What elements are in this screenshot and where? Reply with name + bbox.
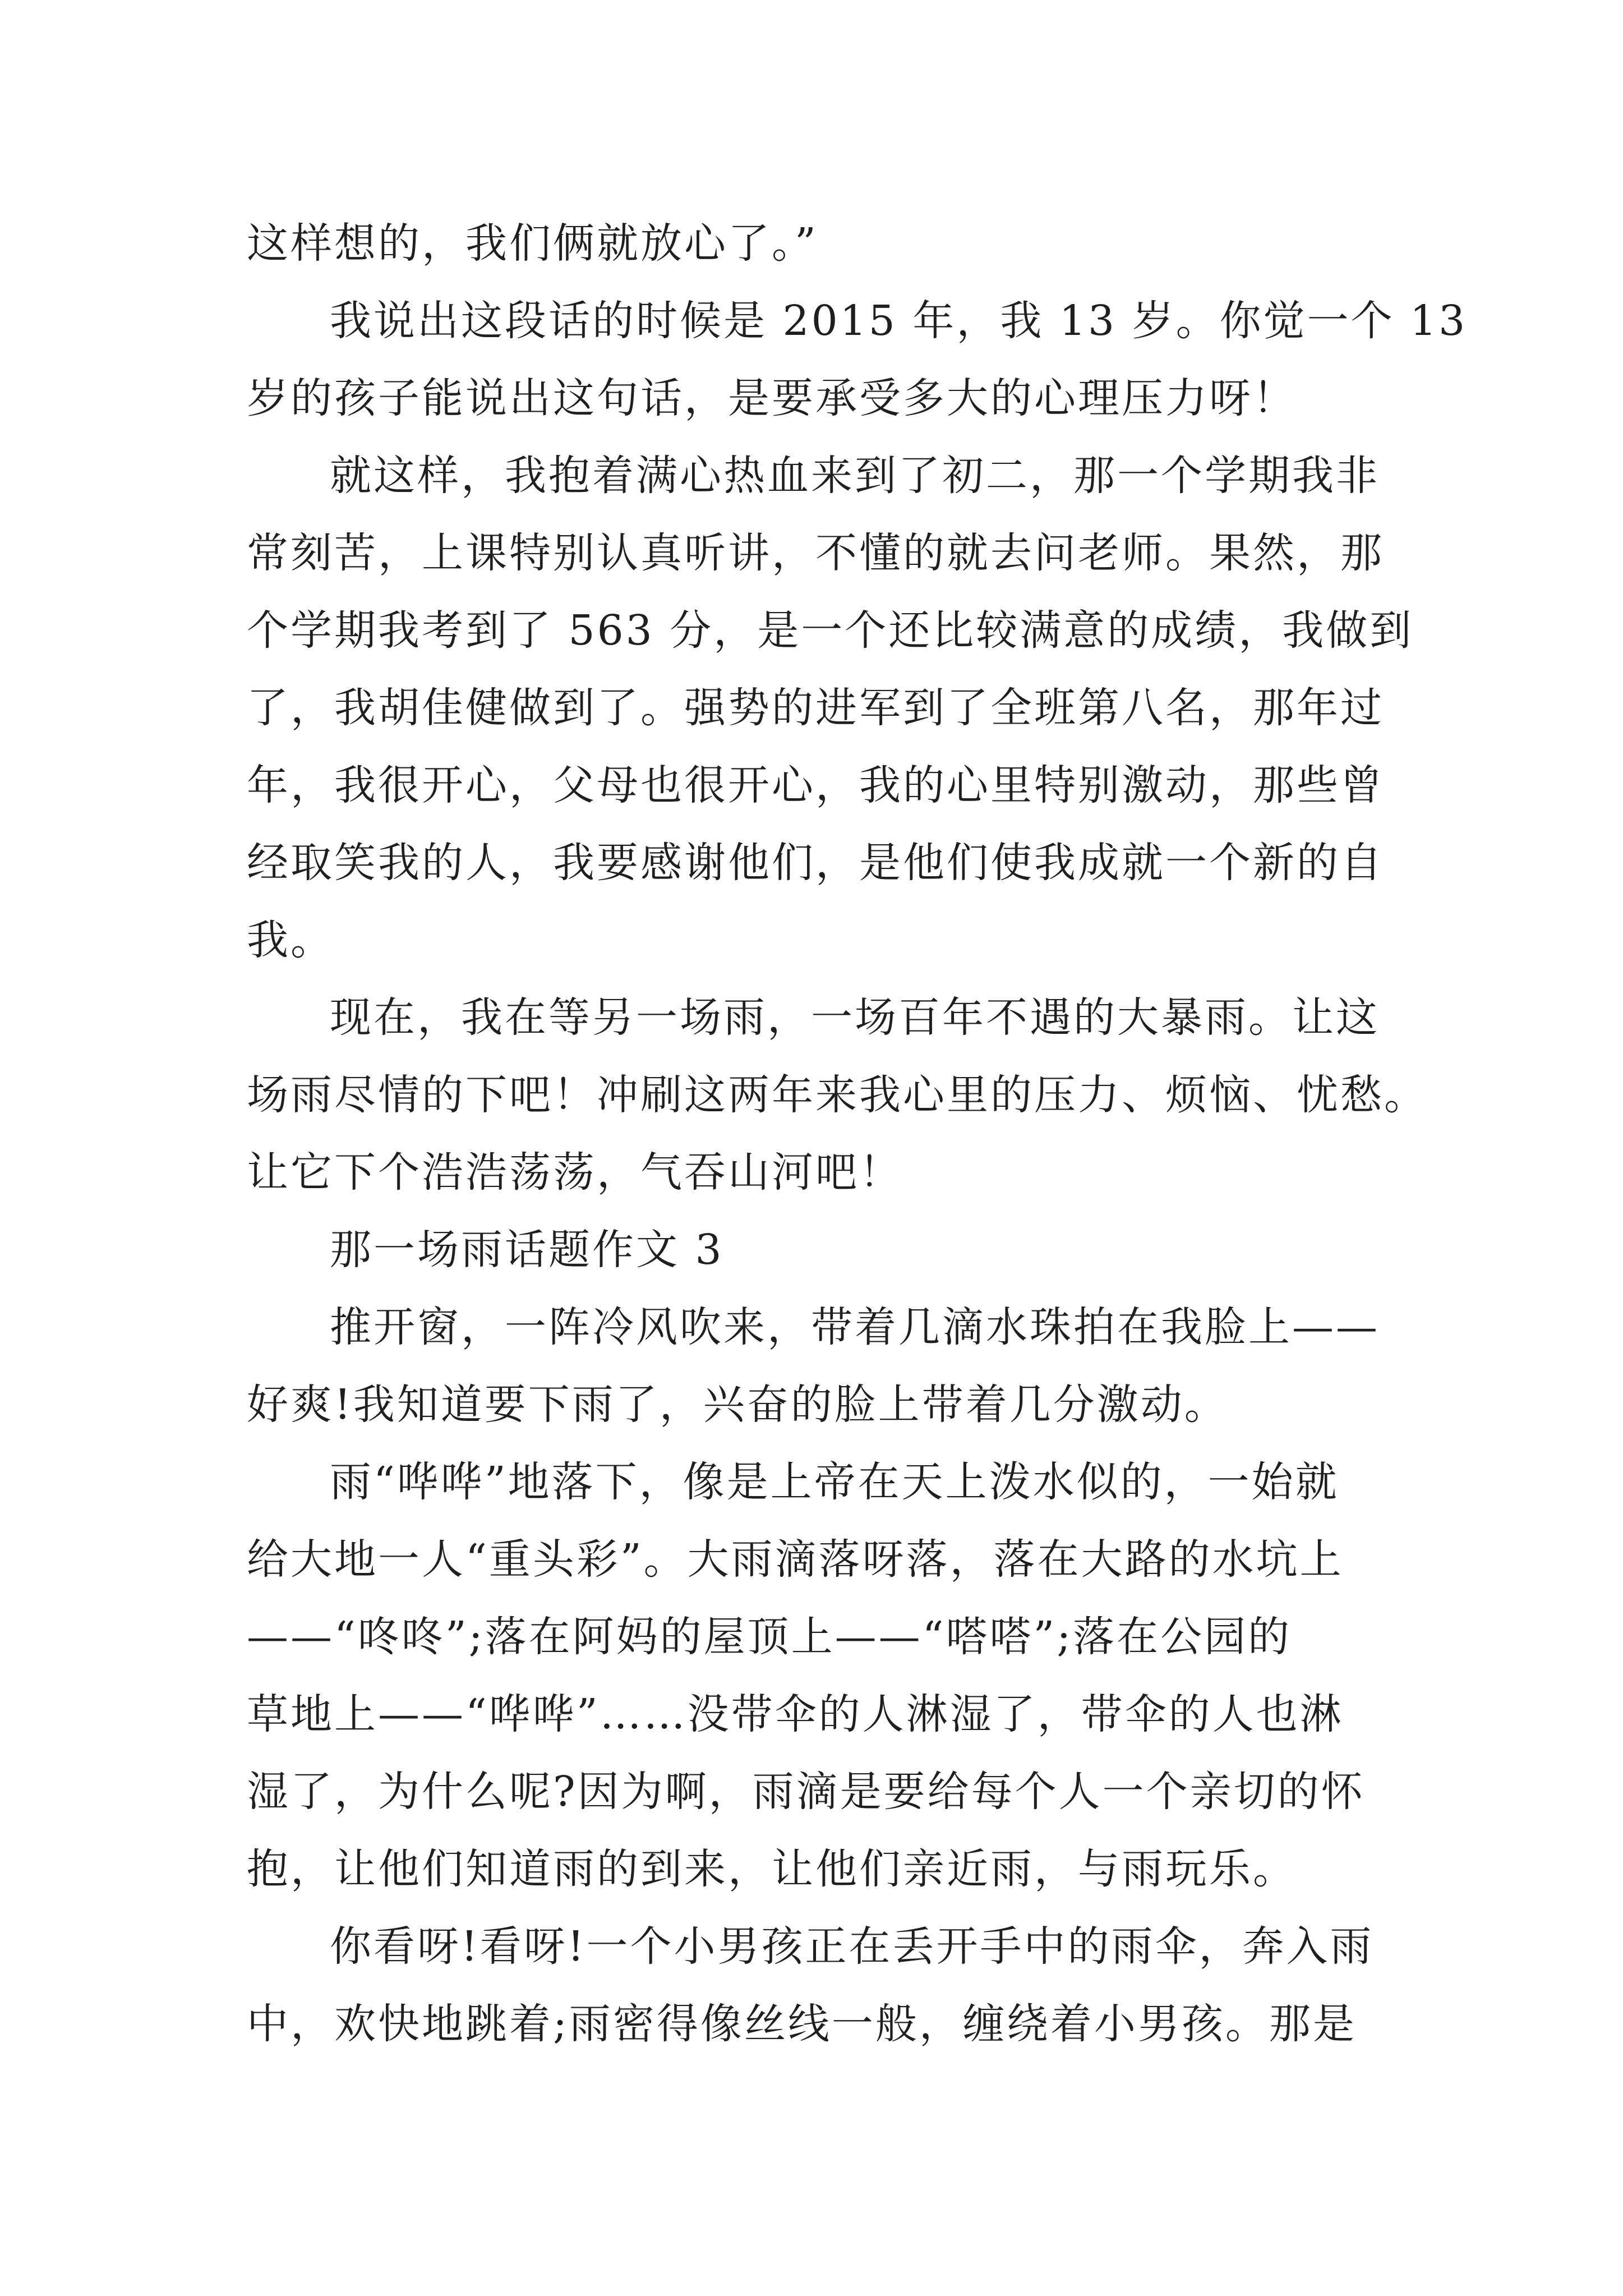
- text-line: 抱，让他们知道雨的到来，让他们亲近雨，与雨玩乐。: [247, 1845, 1297, 1893]
- text-line: 了，我胡佳健做到了。强势的进军到了全班第八名，那年过: [247, 684, 1384, 732]
- text-line: 这样想的，我们俩就放心了。”: [247, 219, 818, 268]
- text-line: 岁的孩子能说出这句话，是要承受多大的心理压力呀！: [247, 374, 1297, 422]
- text-line: 草地上——“哗哗”……没带伞的人淋湿了，带伞的人也淋: [247, 1690, 1344, 1738]
- section-heading: 那一场雨话题作文 3: [330, 1226, 724, 1274]
- text-line: 让它下个浩浩荡荡，气吞山河吧！: [247, 1148, 903, 1197]
- text-line: 个学期我考到了 563 分，是一个还比较满意的成绩，我做到: [247, 606, 1414, 655]
- text-line: 常刻苦，上课特别认真听讲，不懂的就去问老师。果然，那: [247, 529, 1384, 577]
- text-line: 给大地一人“重头彩”。大雨滴落呀落，落在大路的水坑上: [247, 1535, 1344, 1584]
- text-line: 我。: [247, 916, 334, 964]
- text-line: 你看呀!看呀!一个小男孩正在丢开手中的雨伞，奔入雨: [330, 1922, 1374, 1971]
- document-body: [247, 205, 1468, 2063]
- text-line: 我说出这段话的时候是 2015 年，我 13 岁。你觉一个 13: [330, 297, 1468, 345]
- text-line: 雨“哗哗”地落下，像是上帝在天上泼水似的，一始就: [330, 1458, 1339, 1506]
- text-line: 中，欢快地跳着;雨密得像丝线一般，缠绕着小男孩。那是: [247, 2000, 1357, 2048]
- text-line: 湿了，为什么呢?因为啊，雨滴是要给每个人一个亲切的怀: [247, 1768, 1365, 1816]
- text-line: 现在，我在等另一场雨，一场百年不遇的大暴雨。让这: [330, 993, 1380, 1042]
- text-line: 经取笑我的人，我要感谢他们，是他们使我成就一个新的自: [247, 839, 1384, 887]
- text-line: 就这样，我抱着满心热血来到了初二，那一个学期我非: [330, 452, 1380, 500]
- text-line: ——“咚咚”;落在阿妈的屋顶上——“嗒嗒”;落在公园的: [247, 1613, 1292, 1661]
- text-line: 推开窗，一阵冷风吹来，带着几滴水珠拍在我脸上——: [330, 1303, 1380, 1351]
- text-line: 年，我很开心，父母也很开心，我的心里特别激动，那些曾: [247, 761, 1384, 809]
- text-line: 好爽!我知道要下雨了，兴奋的脸上带着几分激动。: [247, 1381, 1228, 1429]
- text-line: 场雨尽情的下吧！冲刷这两年来我心里的压力、烦恼、忧愁。: [247, 1071, 1428, 1119]
